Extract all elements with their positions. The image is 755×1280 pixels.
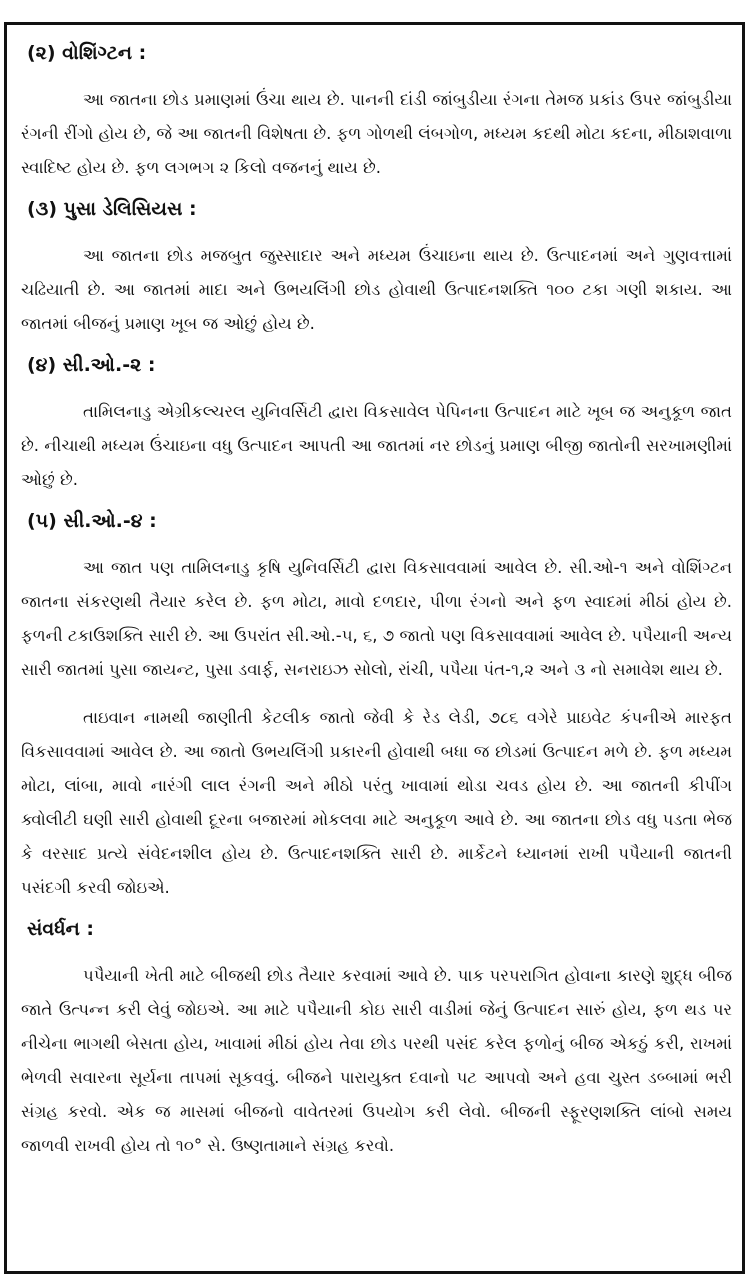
section-paragraph: તાઇવાન નામથી જાણીતી કેટલીક જાતો જેવી કે રેડ લેડી, ૭૮૬ વગેરે પ્રાઇવેટ કંપનીએ મારફત વિકસાવવામાં આવેલ છે. આ જાતો ઉભયલિંગી પ્રકારની હોવાથી બધા જ છોડમાં ઉત્પાદન મળે છે. ફળ મધ્યમ મોટા, લાંબા, માવો નારંગી લાલ રંગની અને મીઠો પરંતુ ખાવામાં થોડા ચવડ હોય છે. આ જાતની કીપીંગ ક્વોલીટી ઘણી સારી હોવાથી દૂરના બજારમાં મોકલવા માટે અનુકૂળ આવે છે. આ જાતના છોડ વધુ પડતા ભેજ કે વરસાદ પ્રત્યે સંવેદનશીલ હોય છે. ઉત્પાદનશક્તિ સારી છે. માર્કેટને ધ્યાનમાં રાખી પપૈયાની જાતની પસંદગી કરવી જોઇએ. xyxy=(21,708,732,897)
section-paragraph: પપૈયાની ખેતી માટે બીજથી છોડ તૈયાર કરવામાં આવે છે. પાક પરપરાગિત હોવાના કારણે શુદ્ધ બીજ જાતે ઉત્પન્ન કરી લેવું જોઇએ. આ માટે પપૈયાની કોઇ સારી વાડીમાં જેનું ઉત્પાદન સારું હોય, ફળ થડ પર નીચેના ભાગથી બેસતા હોય, ખાવામાં મીઠાં હોય તેવા છોડ પરથી પસંદ કરેલ ફળોનું બીજ એકઠું કરી, રાખમાં ભેળવી સવારના સૂર્યના તાપમાં સૂકવવું. બીજને પારાયુક્ત દવાનો પટ આપવો અને હવા ચુસ્ત ડબ્બામાં ભરી સંગ્રહ કરવો. એક જ માસમાં બીજનો વાવેતરમાં ઉપયોગ કરી લેવો. બીજની સ્ફૂરણશક્તિ લાંબો સમય જાળવી રાખવી હોય તો ૧૦° સે. ઉષ્ણતામાને સંગ્રહ કરવો. xyxy=(21,966,733,1155)
document-page xyxy=(4,22,745,1274)
section-propagation xyxy=(21,917,732,1163)
section-co-2 xyxy=(21,353,732,497)
section-pusa-delicious xyxy=(21,197,732,341)
section-heading: (૨) વોશિંગ્ટન : xyxy=(27,42,147,64)
section-heading: (૪) સી.ઓ.-૨ : xyxy=(27,354,156,376)
section-paragraph: આ જાતના છોડ મજબુત જુસ્સાદાર અને મધ્યમ ઉંચાઇના થાય છે. ઉત્પાદનમાં અને ગુણવત્તામાં ચઢિયાતી છે. આ જાતમાં માદા અને ઉભયલિંગી છોડ હોવાથી ઉત્પાદનશક્તિ ૧૦૦ ટકા ગણી શકાય. આ જાતમાં બીજનું પ્રમાણ ખૂબ જ ઓછું હોય છે. xyxy=(21,246,732,333)
section-heading: સંવર્ધન : xyxy=(27,918,94,940)
section-paragraph: આ જાતના છોડ પ્રમાણમાં ઉંચા થાય છે. પાનની દાંડી જાંબુડીયા રંગના તેમજ પ્રકાંડ ઉપર જાંબુડીયા રંગની રીંગો હોય છે, જે આ જાતની વિશેષતા છે. ફળ ગોળથી લંબગોળ, મધ્યમ કદથી મોટા કદના, મીઠાશવાળા સ્વાદિષ્ટ હોય છે. ફળ લગભગ ૨ કિલો વજનનું થાય છે. xyxy=(21,90,732,177)
section-paragraph: આ જાત પણ તામિલનાડુ કૃષિ યુનિવર્સિટી દ્વારા વિકસાવવામાં આવેલ છે. સી.ઓ-૧ અને વોશિંગ્ટન જાતના સંકરણથી તૈયાર કરેલ છે. ફળ મોટા, માવો દળદાર, પીળા રંગનો અને ફળ સ્વાદમાં મીઠાં હોય છે. ફળની ટકાઉશક્તિ સારી છે. આ ઉપરાંત સી.ઓ.-૫, ૬, ૭ જાતો પણ વિકસાવવામાં આવેલ છે. પપૈયાની અન્ય સારી જાતમાં પુસા જાયન્ટ, પુસા ડવાર્ફ, સનરાઇઝ સોલો, રાંચી, પપૈયા પંત-૧,૨ અને ૩ નો સમાવેશ થાય છે. xyxy=(21,558,732,679)
section-heading: (૩) પુસા ડેલિસિયસ : xyxy=(27,198,197,220)
section-paragraph: તામિલનાડુ એગ્રીકલ્ચરલ યુનિવર્સિટી દ્વારા વિકસાવેલ પેપિનના ઉત્પાદન માટે ખૂબ જ અનુકૂળ જાત છે. નીચાથી મધ્યમ ઉંચાઇના વધુ ઉત્પાદન આપતી આ જાતમાં નર છોડનું પ્રમાણ બીજી જાતોની સરખામણીમાં ઓછું છે. xyxy=(21,402,732,489)
section-co-4 xyxy=(21,509,732,905)
section-washington xyxy=(21,41,732,185)
section-heading: (૫) સી.ઓ.-૪ : xyxy=(27,510,157,532)
